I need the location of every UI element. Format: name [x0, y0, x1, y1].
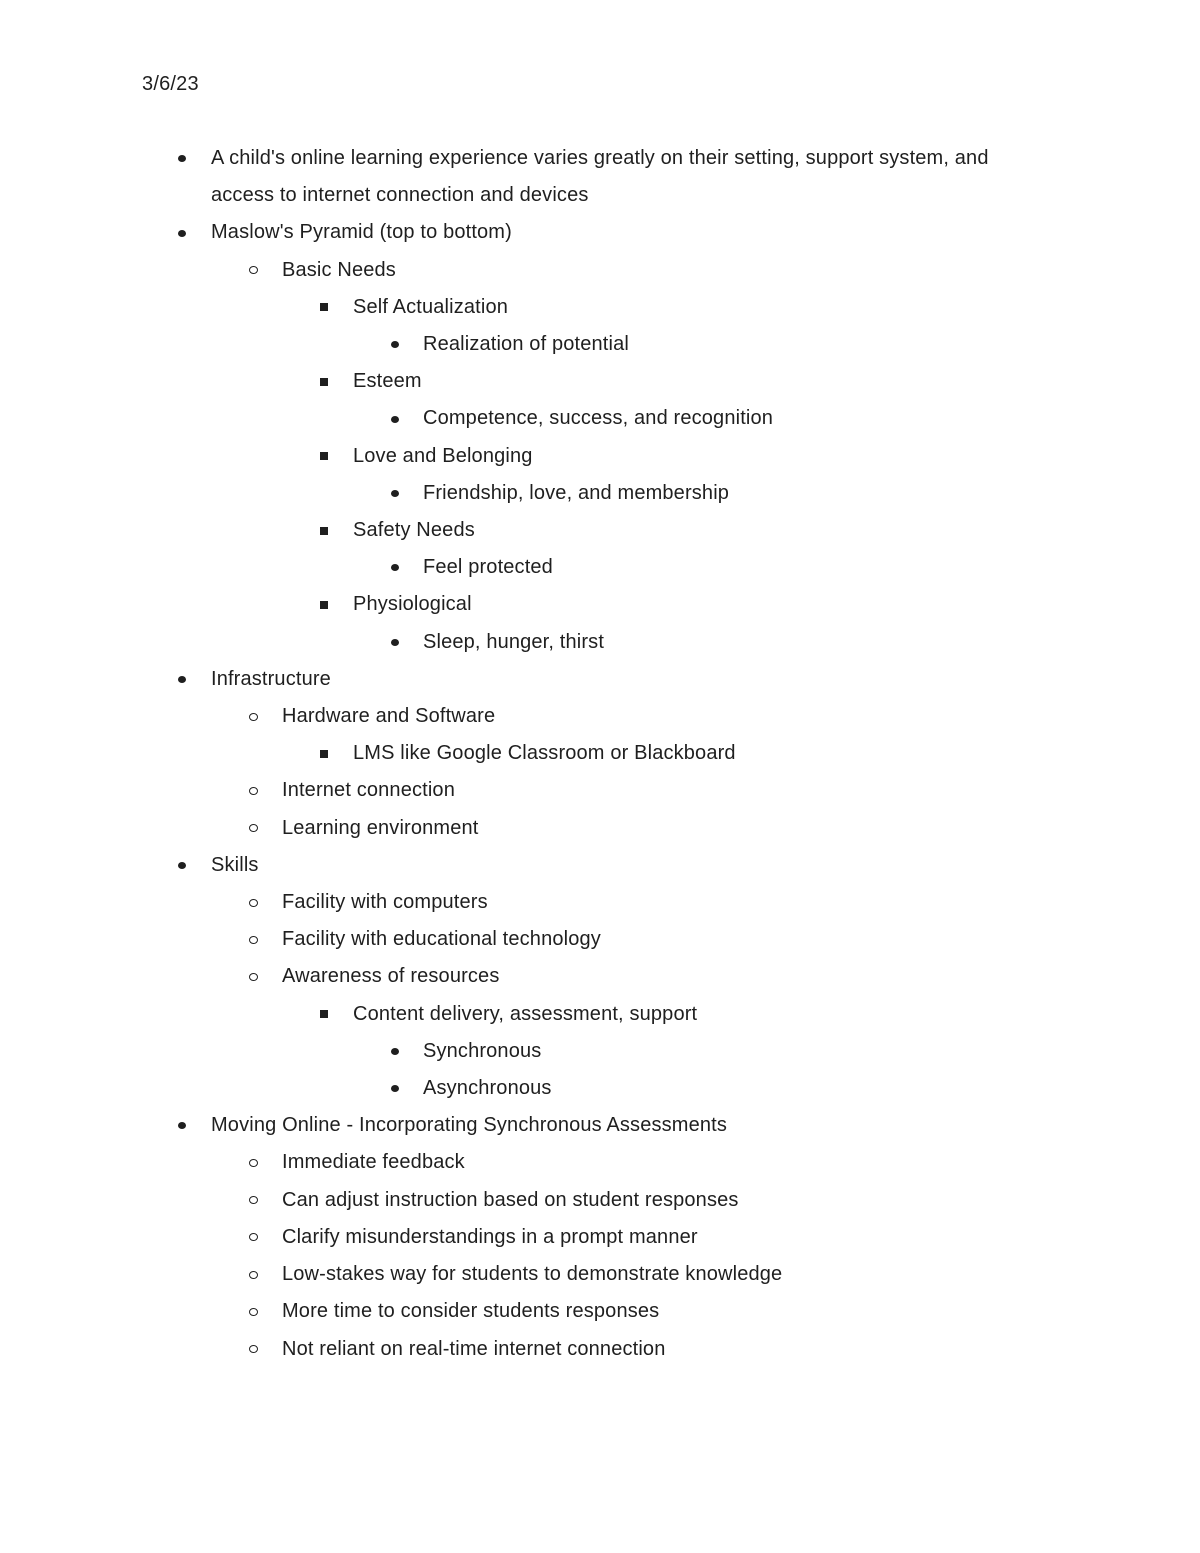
list-item — [0, 661, 1051, 698]
square-bullet-icon — [317, 363, 331, 400]
list-item — [0, 140, 1051, 214]
list-item — [0, 363, 1200, 400]
hollow-circle-bullet-icon — [246, 1293, 260, 1330]
list-item-text: Physiological — [353, 593, 472, 616]
list-item — [0, 810, 1200, 847]
list-item — [0, 1293, 1200, 1330]
list-item — [0, 512, 1200, 549]
hollow-circle-bullet-icon — [246, 921, 260, 958]
list-item-text: Competence, success, and recognition — [423, 407, 774, 430]
list-item — [0, 400, 1200, 437]
list-item — [0, 475, 1200, 512]
filled-circle-bullet-icon — [175, 214, 189, 251]
hollow-circle-bullet-icon — [246, 1144, 260, 1181]
list-item-text: Immediate feedback — [282, 1151, 465, 1174]
filled-circle-bullet-icon — [388, 326, 402, 363]
list-item — [0, 1033, 1200, 1070]
list-item-text: Not reliant on real-time internet connection — [282, 1337, 666, 1360]
list-item — [0, 1256, 1200, 1293]
filled-circle-bullet-icon — [388, 1070, 402, 1107]
list-item-text: Internet connection — [282, 779, 455, 802]
filled-circle-bullet-icon — [175, 1107, 189, 1144]
hollow-circle-bullet-icon — [246, 1256, 260, 1293]
list-item — [0, 586, 1200, 623]
list-item — [0, 772, 1200, 809]
list-item-text: LMS like Google Classroom or Blackboard — [353, 742, 736, 765]
list-item — [0, 735, 1200, 772]
list-item — [0, 1219, 1200, 1256]
list-item — [0, 252, 1200, 289]
list-item — [0, 1144, 1200, 1181]
list-item — [0, 624, 1200, 661]
list-item-text: Skills — [211, 853, 259, 876]
square-bullet-icon — [317, 735, 331, 772]
list-item-text: Basic Needs — [282, 258, 396, 281]
list-item — [0, 549, 1200, 586]
list-item — [0, 698, 1200, 735]
list-item — [0, 847, 1051, 884]
filled-circle-bullet-icon — [175, 847, 189, 884]
list-item-text: Realization of potential — [423, 333, 629, 356]
list-item-text: Sleep, hunger, thirst — [423, 630, 605, 653]
filled-circle-bullet-icon — [388, 624, 402, 661]
list-item — [0, 1107, 1051, 1144]
list-item — [0, 921, 1200, 958]
list-item-text: Feel protected — [423, 556, 553, 579]
filled-circle-bullet-icon — [175, 661, 189, 698]
bullet-list — [0, 140, 1200, 1368]
list-item — [0, 1182, 1200, 1219]
list-item-text: Esteem — [353, 370, 422, 393]
list-item — [0, 958, 1200, 995]
list-item-text: Learning environment — [282, 816, 479, 839]
list-item-text: Safety Needs — [353, 519, 475, 542]
list-item — [0, 438, 1200, 475]
list-item-text: Friendship, love, and membership — [423, 481, 730, 504]
list-item — [0, 996, 1200, 1033]
hollow-circle-bullet-icon — [246, 958, 260, 995]
list-item-text: Low-stakes way for students to demonstrate knowledge — [282, 1263, 783, 1286]
hollow-circle-bullet-icon — [246, 810, 260, 847]
list-item-text: Synchronous — [423, 1039, 542, 1062]
hollow-circle-bullet-icon — [246, 772, 260, 809]
list-item-text: Asynchronous — [423, 1077, 552, 1100]
document-date: 3/6/23 — [142, 73, 199, 95]
list-item — [0, 326, 1200, 363]
list-item-text: Can adjust instruction based on student responses — [282, 1188, 739, 1211]
list-item-text: Hardware and Software — [282, 705, 496, 728]
list-item — [0, 289, 1200, 326]
filled-circle-bullet-icon — [388, 1033, 402, 1070]
square-bullet-icon — [317, 996, 331, 1033]
list-item — [0, 214, 1051, 251]
square-bullet-icon — [317, 438, 331, 475]
list-item-text: Maslow's Pyramid (top to bottom) — [211, 221, 512, 244]
square-bullet-icon — [317, 512, 331, 549]
hollow-circle-bullet-icon — [246, 884, 260, 921]
list-item-text: Clarify misunderstandings in a prompt manner — [282, 1225, 698, 1248]
list-item-text: Self Actualization — [353, 295, 509, 318]
square-bullet-icon — [317, 289, 331, 326]
hollow-circle-bullet-icon — [246, 1182, 260, 1219]
list-item-text: Moving Online - Incorporating Synchronous Assessments — [211, 1114, 727, 1137]
list-item-text: Content delivery, assessment, support — [353, 1002, 698, 1025]
list-item-text: Love and Belonging — [353, 444, 533, 467]
filled-circle-bullet-icon — [388, 400, 402, 437]
hollow-circle-bullet-icon — [246, 698, 260, 735]
list-item-text: A child's online learning experience varies greatly on their setting, support system, and access to internet connection and devices — [211, 147, 989, 207]
filled-circle-bullet-icon — [175, 140, 189, 177]
filled-circle-bullet-icon — [388, 475, 402, 512]
list-item-text: Facility with educational technology — [282, 928, 601, 951]
list-item — [0, 884, 1200, 921]
list-item-text: More time to consider students responses — [282, 1300, 660, 1323]
filled-circle-bullet-icon — [388, 549, 402, 586]
list-item-text: Infrastructure — [211, 667, 331, 690]
hollow-circle-bullet-icon — [246, 1219, 260, 1256]
hollow-circle-bullet-icon — [246, 252, 260, 289]
list-item — [0, 1331, 1200, 1368]
list-item-text: Facility with computers — [282, 891, 488, 914]
list-item-text: Awareness of resources — [282, 965, 500, 988]
list-item — [0, 1070, 1200, 1107]
hollow-circle-bullet-icon — [246, 1331, 260, 1368]
square-bullet-icon — [317, 586, 331, 623]
